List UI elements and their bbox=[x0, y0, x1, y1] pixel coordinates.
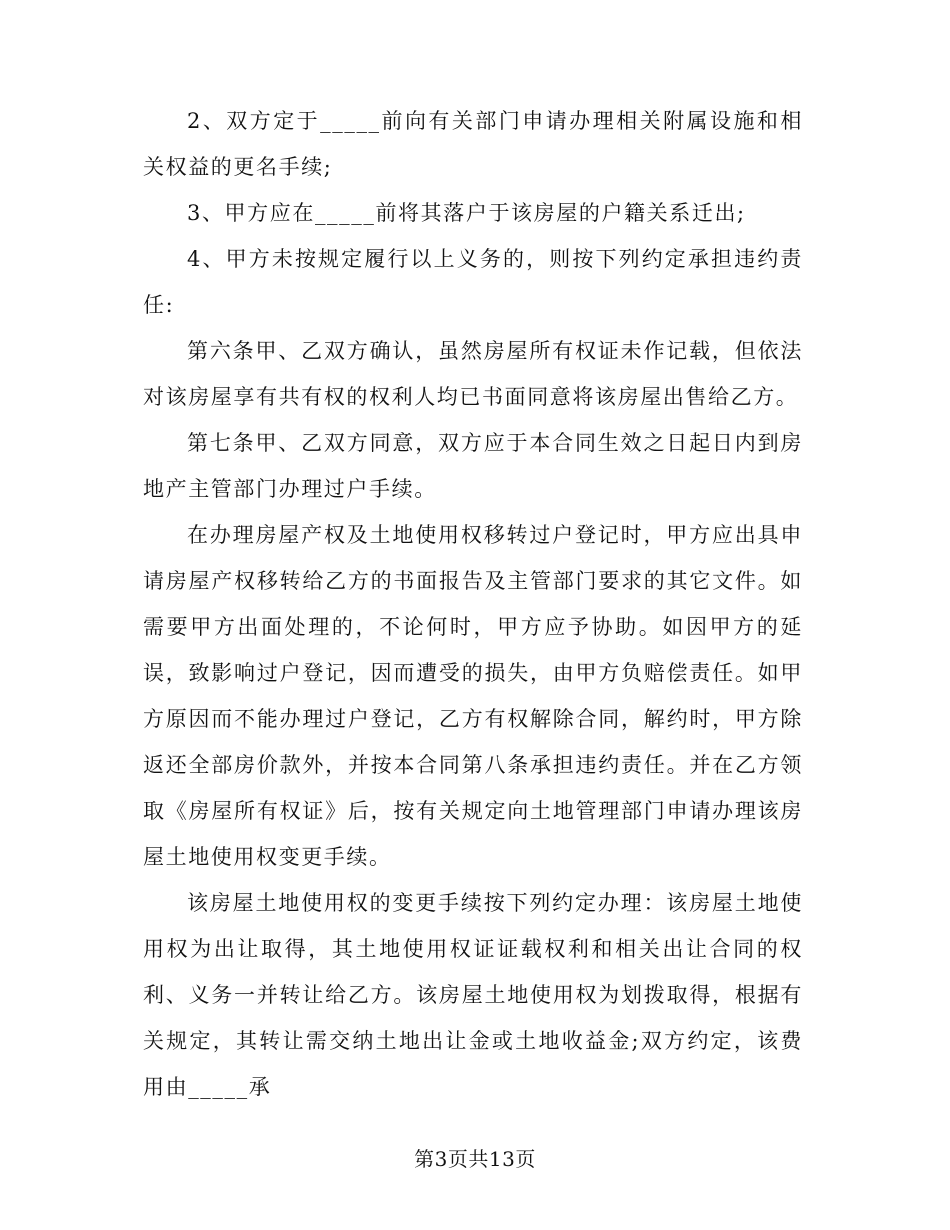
document-body bbox=[143, 98, 803, 1110]
paragraph-clause-4: 4、甲方未按规定履行以上义务的，则按下列约定承担违约责任: bbox=[143, 247, 803, 317]
paragraph-article-7: 第七条甲、乙双方同意，双方应于本合同生效之日起日内到房地产主管部门办理过户手续。 bbox=[143, 431, 803, 501]
page-number-footer: 第3页共13页 bbox=[414, 1147, 536, 1171]
paragraph-transfer-registration: 在办理房屋产权及土地使用权移转过户登记时，甲方应出具申请房屋产权移转给乙方的书面报告及主管部门要求的其它文件。如需要甲方出面处理的，不论何时，甲方应予协助。如因甲方的延误，致影响过户登记，因而遭受的损失，由甲方负赔偿责任。如甲方原因而不能办理过户登记，乙方有权解除合同，解约时，甲方除返还全部房价款外，并按本合同第八条承担违约责任。并在乙方领取《房屋所有权证》后，按有关规定向土地管理部门申请办理该房屋土地使用权变更手续。 bbox=[143, 523, 803, 869]
paragraph-clause-3: 3、甲方应在_____前将其落户于该房屋的户籍关系迁出; bbox=[187, 201, 746, 225]
paragraph-article-6: 第六条甲、乙双方确认，虽然房屋所有权证未作记载，但依法对该房屋享有共有权的权利人均已书面同意将该房屋出售给乙方。 bbox=[143, 339, 803, 409]
paragraph-land-use-rights: 该房屋土地使用权的变更手续按下列约定办理：该房屋土地使用权为出让取得，其土地使用权证证载权利和相关出让合同的权利、义务一并转让给乙方。该房屋土地使用权为划拨取得，根据有关规定，其转让需交纳土地出让金或土地收益金;双方约定，该费用由_____承 bbox=[143, 891, 803, 1099]
paragraph-clause-2: 2、双方定于_____前向有关部门申请办理相关附属设施和相关权益的更名手续; bbox=[143, 109, 803, 179]
